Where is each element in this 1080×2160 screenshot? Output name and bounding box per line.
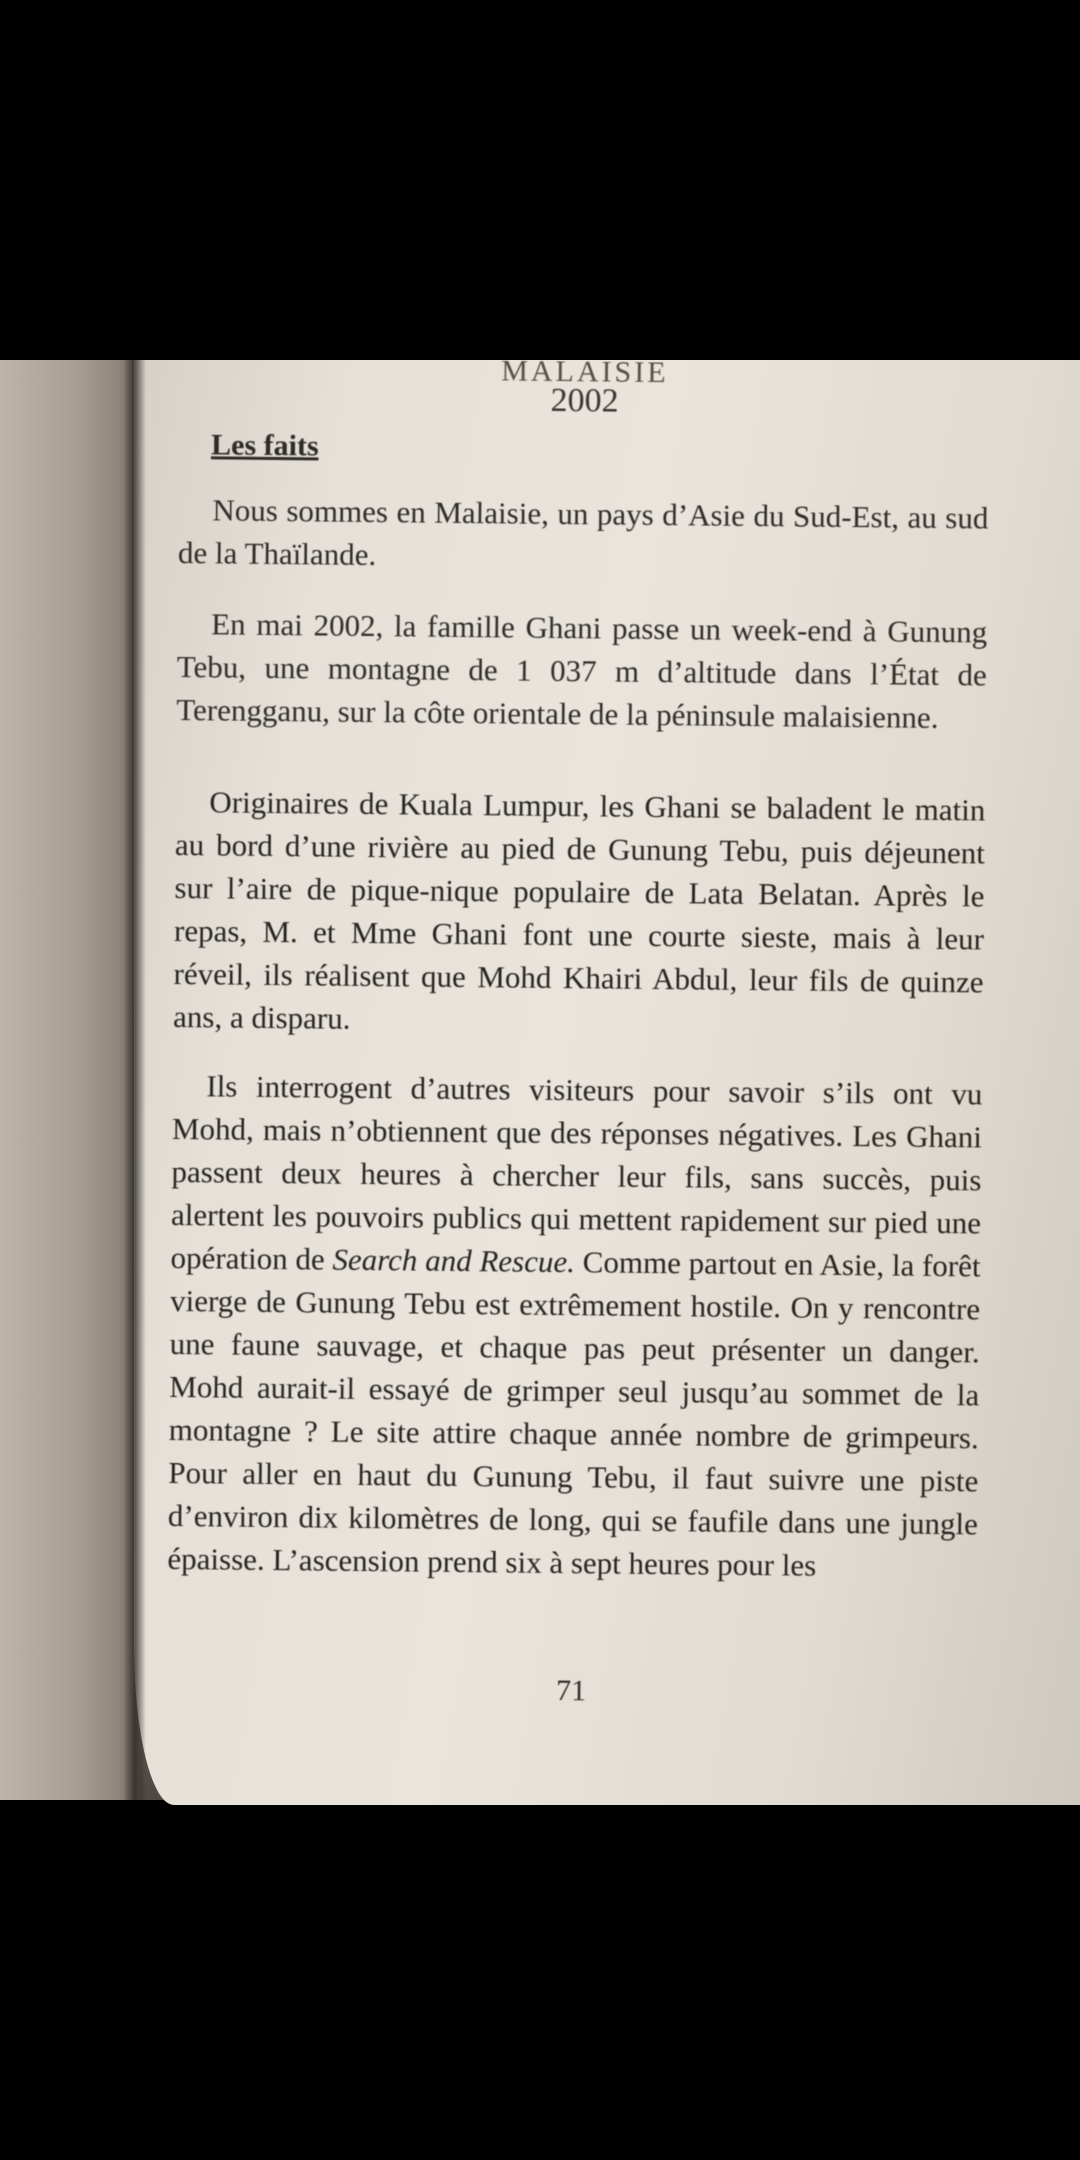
section-title: Les faits xyxy=(210,428,319,463)
chapter-year: 2002 xyxy=(550,381,619,420)
book-page xyxy=(134,354,1080,1805)
paragraph-4-italic: Search and Rescue. xyxy=(332,1241,576,1280)
book-gutter xyxy=(124,360,146,1800)
page-number: 71 xyxy=(555,1674,587,1708)
paragraph-2: En mai 2002, la famille Ghani passe un week-end à Gunung Tebu, une montagne de 1 037 m d’altitude dans l’État de Terengganu, sur la côte orientale de la péninsule malaisienne. xyxy=(176,606,988,735)
book-photo xyxy=(0,354,1080,1800)
paragraph-3: Originaires de Kuala Lumpur, les Ghani se baladent le matin au bord d’une rivière au pied de Gunung Tebu, puis déjeunent sur l’aire de pique-nique populaire de Lata Belatan. Après le repas, M. et Mme Ghani font une courte sieste, mais à leur réveil, ils réalisent que Mohd Khairi Abdul, leur fils de quinze ans, a disparu. xyxy=(172,784,986,1036)
paragraph-4-start: Ils interrogent d’autres visiteurs pour savoir s’ils ont vu Mohd, mais n’obtiennent que des réponses négatives. Les Ghani passent deux heures à chercher leur fils, sans succès, puis alertent les pouvoirs publics qui mettent rapidement sur pied une opération de xyxy=(170,1068,983,1277)
paragraph-1: Nous sommes en Malaisie, un pays d’Asie du Sud-Est, au sud de la Thaïlande. xyxy=(177,492,989,573)
paragraph-4-end: Comme partout en Asie, la forêt vierge de Gunung Tebu est extrêmement hostile. On y rencontre une faune sauvage, et chaque pas peut présenter un danger. Mohd aurait-il essayé de grimper seul jusqu’au sommet de la montagne ? Le site attire chaque année nombre de grimpeurs. Pour aller en haut du Gunung Tebu, il faut suivre une piste d’environ dix kilomètres de long, qui se faufile dans une jungle épaisse. L’ascension prend six à sept heures pour les xyxy=(167,1244,981,1583)
running-head: MALAISIE xyxy=(501,354,669,390)
paragraph-4 xyxy=(167,1064,982,1588)
left-page-edge xyxy=(0,360,140,1800)
page-text-block xyxy=(167,354,990,1708)
